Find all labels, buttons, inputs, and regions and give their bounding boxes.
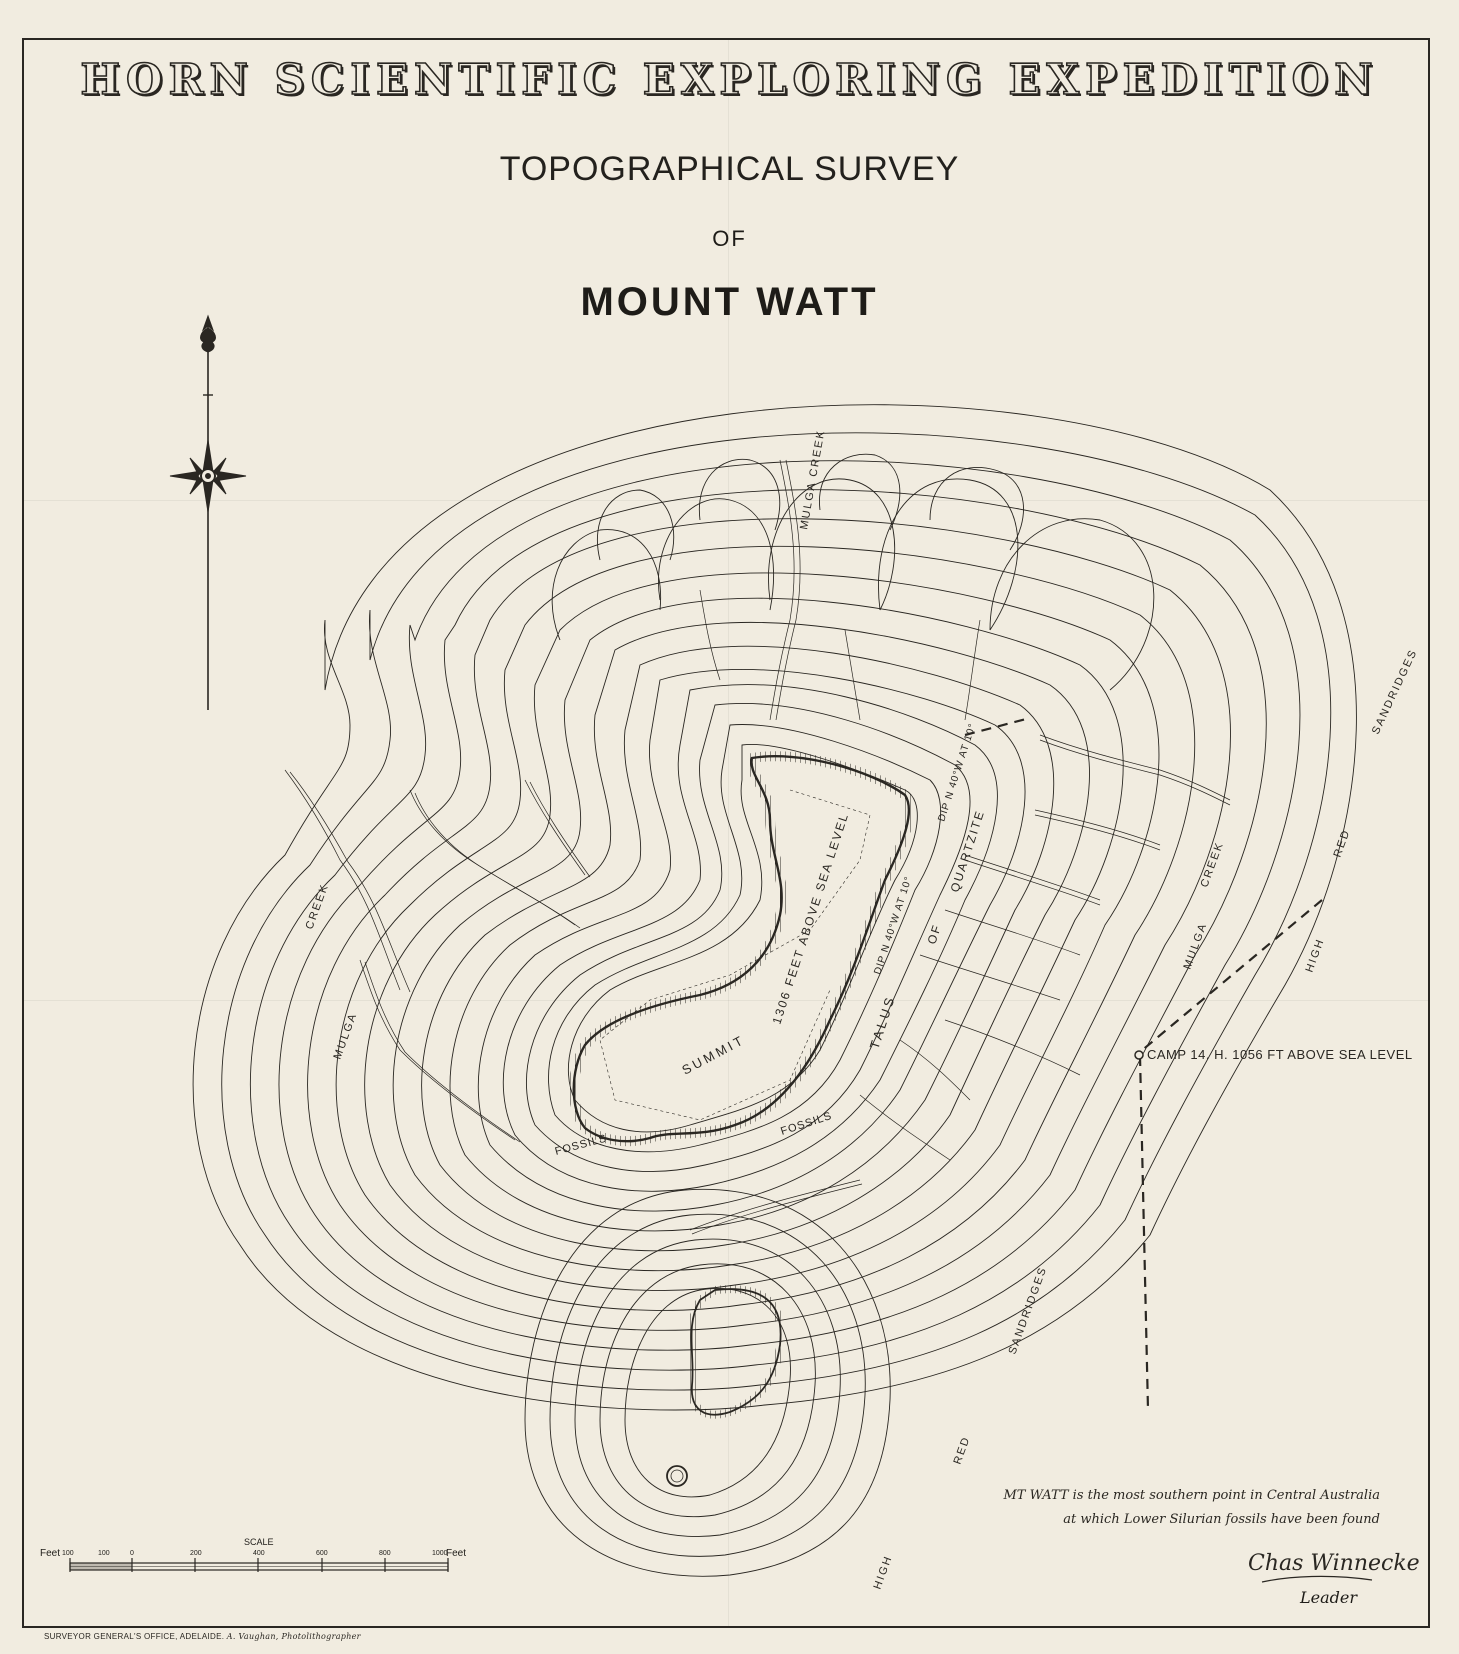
route-lines: [965, 718, 1322, 1410]
scale-tick: 100: [98, 1550, 110, 1557]
label-mulga-left: MULGA: [331, 1010, 360, 1062]
note-line-2: at which Lower Silurian fossils have been found: [1063, 1512, 1380, 1527]
label-fossils-left: FOSSILS: [553, 1132, 609, 1158]
title-of: OF: [712, 226, 747, 251]
signature: Chas Winnecke: [1248, 1551, 1420, 1576]
summit-escarpment: [574, 756, 909, 1486]
fleur-de-lis-icon: [201, 328, 216, 352]
label-red-ne: RED: [1331, 827, 1353, 860]
scale-bar: [70, 1558, 448, 1572]
label-sandridges-s: SANDRIDGES: [1006, 1264, 1050, 1357]
scale-tick: 1000: [432, 1550, 448, 1557]
label-creek-right: CREEK: [1198, 839, 1227, 890]
scale-unit-left: Feet: [40, 1548, 61, 1559]
label-creek-left: CREEK: [303, 881, 332, 932]
label-quartzite: QUARTZITE: [947, 808, 988, 894]
label-red-s: RED: [951, 1434, 973, 1467]
label-mulga-creek-top: MULGA CREEK: [798, 428, 828, 531]
footer-office: SURVEYOR GENERAL'S OFFICE, ADELAIDE.: [44, 1632, 225, 1641]
label-dip-lower: DIP N 40°W AT 10°: [872, 874, 915, 976]
scale-tick: 600: [316, 1550, 328, 1557]
scale-tick: 200: [190, 1550, 202, 1557]
camp-marker: [1135, 1051, 1143, 1059]
signature-flourish: [1262, 1576, 1372, 1582]
label-sandridges-ne: SANDRIDGES: [1369, 647, 1420, 737]
label-talus: TALUS: [866, 993, 899, 1051]
label-of: OF: [924, 921, 945, 946]
contour-lines: [193, 405, 1356, 1577]
label-summit: SUMMIT: [679, 1031, 748, 1078]
label-camp: CAMP 14. H. 1056 FT ABOVE SEA LEVEL: [1147, 1047, 1413, 1062]
label-mulga-right: MULGA: [1181, 920, 1210, 972]
scale-tick: 100: [62, 1550, 74, 1557]
label-high-s: HIGH: [871, 1553, 895, 1592]
scale-tick: 0: [130, 1550, 134, 1557]
footer-photographer: A. Vaughan, Photolithographer: [226, 1632, 361, 1641]
note-line-1: MT WATT is the most southern point in Central Australia: [1003, 1488, 1380, 1503]
scale-unit-right: Feet: [446, 1548, 467, 1559]
scale-title: SCALE: [244, 1537, 274, 1547]
label-high-ne: HIGH: [1303, 936, 1327, 975]
scale-tick: 800: [379, 1550, 391, 1557]
scale-tick: 400: [253, 1550, 265, 1557]
survey-title: TOPOGRAPHICAL SURVEY: [499, 150, 960, 188]
label-dip-upper: DIP N 40°W AT 10°: [936, 721, 979, 823]
signature-title: Leader: [1300, 1588, 1357, 1607]
label-fossils-right: FOSSILS: [779, 1109, 834, 1138]
footer-credit: [44, 1632, 361, 1641]
compass-rose-icon: [170, 316, 246, 710]
mount-name: MOUNT WATT: [580, 280, 879, 324]
expedition-title: HORN SCIENTIFIC EXPLORING EXPEDITION: [80, 55, 1379, 104]
label-summit-height: 1306 FEET ABOVE SEA LEVEL: [769, 810, 852, 1026]
